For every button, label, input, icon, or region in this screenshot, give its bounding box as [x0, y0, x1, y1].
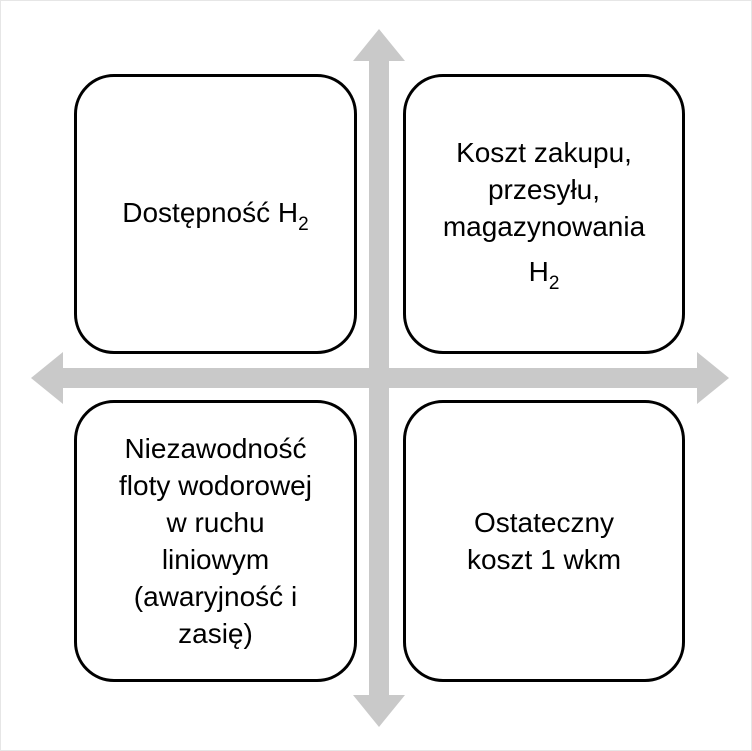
quadrant-bottom-right	[403, 400, 685, 682]
hydrogen-symbol: H	[528, 256, 549, 287]
hydrogen-availability-label: Dostępność H	[122, 196, 299, 228]
bottom-arrowhead	[353, 695, 405, 727]
vertical-axis-shaft	[369, 61, 389, 695]
quadrant-bottom-left	[74, 400, 357, 682]
quadrant-top-right-text	[443, 134, 645, 294]
final-cost-line-1: Ostateczny	[473, 507, 615, 538]
cost-line-1: Koszt zakupu,	[456, 137, 632, 168]
cost-line-4	[443, 253, 645, 294]
quadrant-top-left-text	[122, 194, 308, 235]
quadrant-top-right	[403, 74, 685, 354]
cost-line-3: magazynowania	[442, 211, 646, 242]
top-arrowhead	[353, 29, 405, 61]
right-arrowhead	[697, 352, 729, 404]
left-arrowhead	[31, 352, 63, 404]
cost-line-2: przesyłu,	[487, 174, 601, 205]
quadrant-bottom-right-text	[467, 504, 621, 578]
final-cost-line-2: koszt 1 wkm	[466, 544, 622, 575]
reliability-line-6: zasię)	[178, 618, 253, 649]
reliability-line-5: (awaryjność i	[133, 581, 298, 612]
hydrogen-subscript: 2	[298, 213, 309, 235]
quadrant-bottom-left-text	[119, 430, 312, 652]
reliability-line-3: w ruchu	[166, 507, 265, 538]
quadrant-top-left	[74, 74, 357, 354]
reliability-line-4: liniowym	[161, 544, 270, 575]
reliability-line-1: Niezawodność	[124, 433, 307, 464]
reliability-line-2: floty wodorowej	[119, 470, 312, 501]
hydrogen-subscript: 2	[548, 273, 560, 294]
